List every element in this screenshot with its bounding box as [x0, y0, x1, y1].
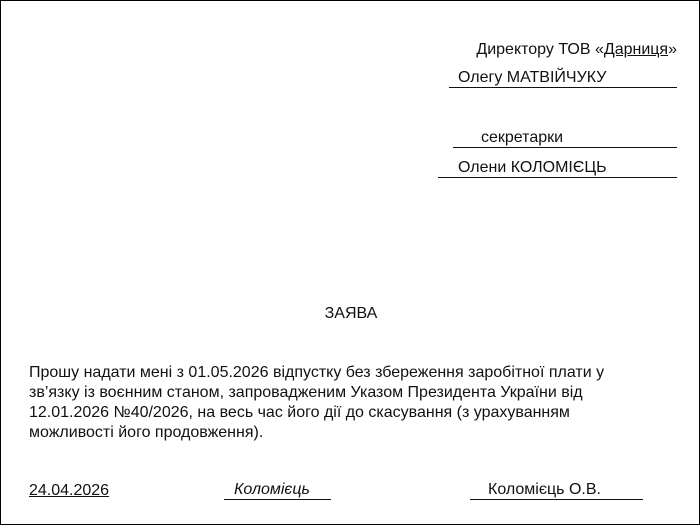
body-line: Прошу надати мені з 01.05.2026 відпустку без збереження заробітної плати у	[29, 364, 605, 381]
company-name: Дарниця	[603, 41, 669, 58]
applicant-name-field	[438, 159, 677, 178]
position-text: секретарки	[481, 129, 564, 146]
body-line: зв’язку із воєнним станом, запровадженим Указом Президента України від	[29, 384, 583, 401]
date: 24.04.2026	[29, 482, 110, 499]
signature: Коломієць	[234, 481, 310, 498]
signer-name: Коломієць О.В.	[488, 481, 601, 498]
applicant-name: Олени КОЛОМІЄЦЬ	[458, 159, 607, 176]
addressee-suffix: »	[668, 41, 677, 58]
signer-name-field	[470, 481, 643, 500]
signature-field	[224, 481, 331, 500]
director-name: Олегу МАТВІЙЧУКУ	[458, 69, 607, 86]
addressee-prefix: Директору ТОВ «	[476, 41, 604, 58]
body-line: можливості його продовження).	[29, 424, 264, 441]
addressee-line	[476, 40, 677, 60]
body-line: 12.01.2026 №40/2026, на весь час його дії до скасування (з урахуванням	[29, 404, 570, 421]
director-name-field	[449, 69, 677, 88]
position-field	[453, 129, 677, 148]
application-body	[29, 363, 649, 443]
document-title: ЗАЯВА	[324, 305, 378, 322]
